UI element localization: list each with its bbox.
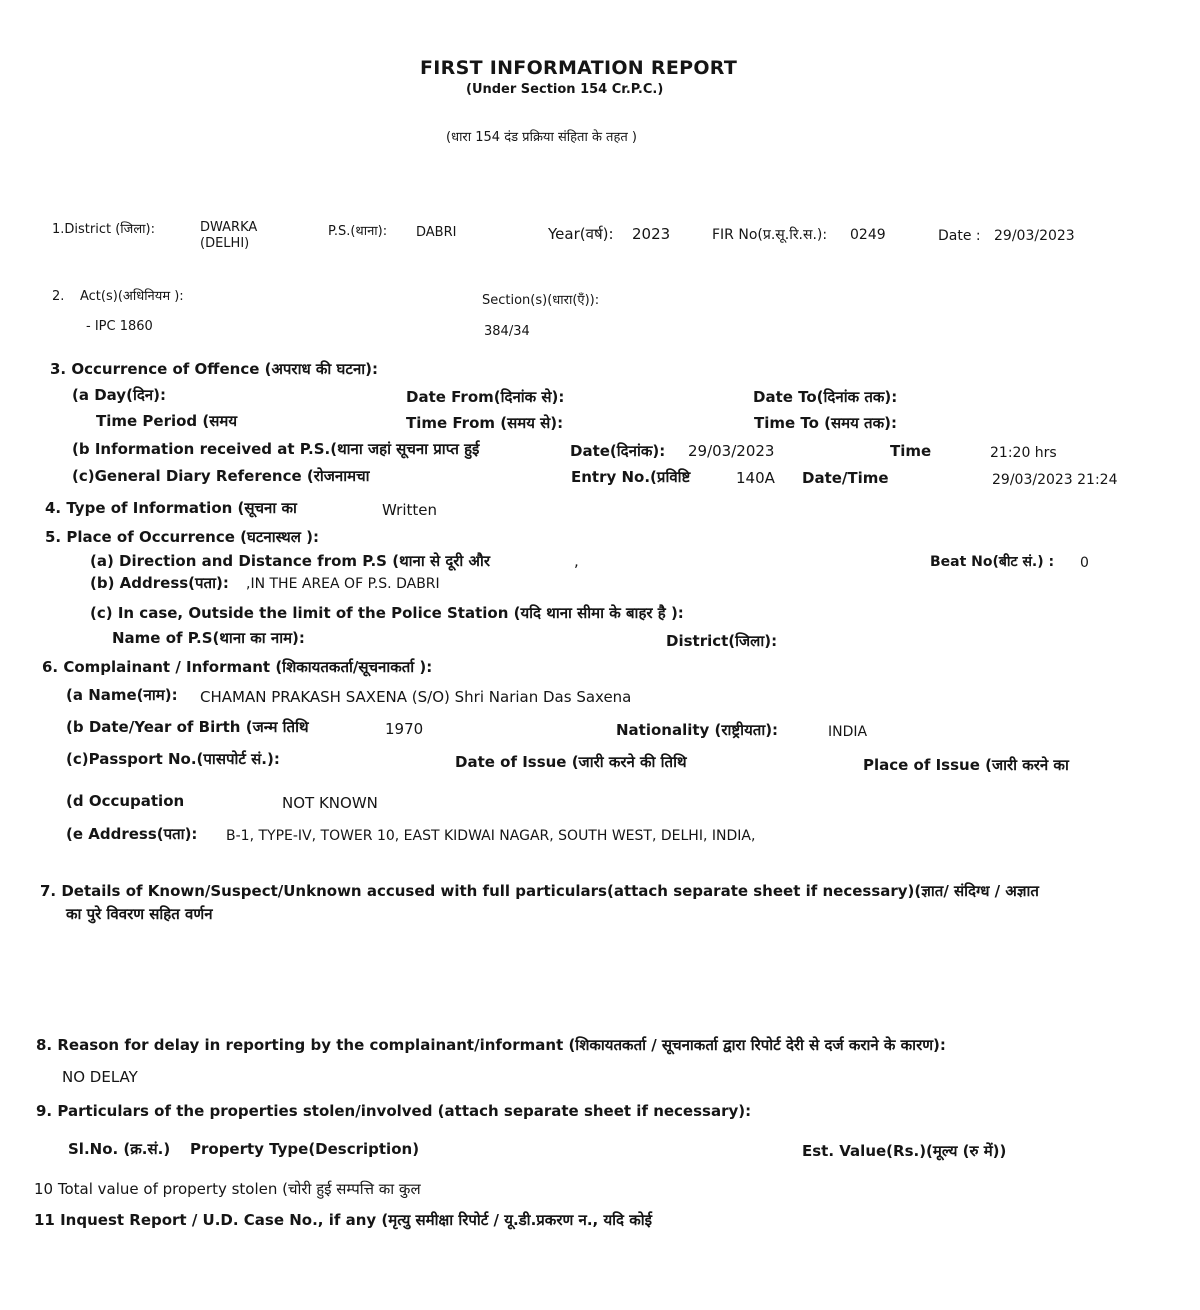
properties-col-type: Property Type(Description)	[190, 1140, 420, 1158]
info-type-value: Written	[382, 501, 437, 519]
delay-heading: 8. Reason for delay in reporting by the complainant/informant (शिकायतकर्ता / सूचनाकर्ता द्वारा रिपोर्ट देरी से दर्ज कराने के कारण):	[36, 1036, 946, 1054]
info-date-label: Date(दिनांक):	[570, 442, 666, 460]
year-value: 2023	[632, 225, 671, 243]
complainant-address-value: B-1, TYPE-IV, TOWER 10, EAST KIDWAI NAGAR, SOUTH WEST, DELHI, INDIA,	[226, 828, 756, 844]
gd-reference-label: (c)General Diary Reference (रोजनामचा	[72, 467, 370, 485]
nationality-value: INDIA	[828, 724, 868, 740]
place-heading: 5. Place of Occurrence (घटनास्थल ):	[45, 528, 319, 546]
datetime-label: Date/Time	[802, 469, 889, 487]
place-district-label: District(जिला):	[666, 632, 778, 650]
document-subtitle: (Under Section 154 Cr.P.C.)	[466, 82, 664, 97]
ps-name-label: Name of P.S(थाना का नाम):	[112, 629, 305, 647]
time-from-label: Time From (समय से):	[406, 414, 564, 432]
datetime-value: 29/03/2023 21:24	[992, 472, 1118, 488]
year-label: Year(वर्ष):	[548, 225, 614, 243]
time-period-label: Time Period (समय	[96, 412, 238, 430]
district-value-sub: (DELHI)	[200, 236, 250, 251]
outside-limit-label: (c) In case, Outside the limit of the Police Station (यदि थाना सीमा के बाहर है ):	[90, 604, 684, 622]
complainant-name-value: CHAMAN PRAKASH SAXENA (S/O) Shri Narian Das Saxena	[200, 688, 632, 706]
info-date-value: 29/03/2023	[688, 442, 775, 460]
complainant-address-label: (e Address(पता):	[66, 825, 198, 843]
delay-value: NO DELAY	[62, 1068, 138, 1086]
issue-date-label: Date of Issue (जारी करने की तिथि	[455, 753, 687, 771]
issue-place-label: Place of Issue (जारी करने का	[863, 756, 1069, 774]
acts-number: 2.	[52, 289, 65, 304]
direction-label: (a) Direction and Distance from P.S (थाना से दूरी और	[90, 552, 491, 570]
date-label: Date :	[938, 228, 981, 244]
district-value: DWARKA	[200, 220, 258, 235]
beat-no-label: Beat No(बीट सं.) :	[930, 554, 1055, 570]
ps-value: DABRI	[416, 225, 457, 240]
address-label: (b) Address(पता):	[90, 574, 229, 592]
date-from-label: Date From(दिनांक से):	[406, 388, 565, 406]
district-label: 1.District (जिला):	[52, 222, 155, 237]
nationality-label: Nationality (राष्ट्रीयता):	[616, 721, 779, 739]
info-type-label: 4. Type of Information (सूचना का	[45, 499, 297, 517]
fir-no-value: 0249	[850, 227, 886, 243]
passport-label: (c)Passport No.(पासपोर्ट सं.):	[66, 750, 280, 768]
document-title: FIRST INFORMATION REPORT	[420, 57, 738, 79]
time-to-label: Time To (समय तक):	[754, 414, 897, 432]
occupation-value: NOT KNOWN	[282, 794, 378, 812]
accused-heading: 7. Details of Known/Suspect/Unknown accused with full particulars(attach separate sheet if necessary)(ज्ञात/ संदिग्ध / अज्ञात	[40, 882, 1039, 900]
info-time-value: 21:20 hrs	[990, 445, 1057, 461]
accused-heading-cont: का पुरे विवरण सहित वर्णन	[66, 905, 213, 923]
day-label: (a Day(दिन):	[72, 386, 166, 404]
document-hindi-subtitle: (धारा 154 दंड प्रक्रिया संहिता के तहत )	[446, 130, 637, 145]
section-value: 384/34	[484, 324, 530, 339]
info-received-label: (b Information received at P.S.(थाना जहां सूचना प्राप्त हुई	[72, 440, 480, 458]
act-value: - IPC 1860	[86, 319, 153, 334]
dob-value: 1970	[385, 720, 424, 738]
ps-label: P.S.(थाना):	[328, 224, 388, 239]
properties-col-value: Est. Value(Rs.)(मूल्य (रु में))	[802, 1142, 1007, 1160]
date-value: 29/03/2023	[994, 228, 1075, 244]
address-value: ,IN THE AREA OF P.S. DABRI	[246, 576, 440, 592]
direction-value: ,	[574, 552, 579, 570]
entry-no-label: Entry No.(प्रविष्टि	[571, 468, 691, 486]
complainant-heading: 6. Complainant / Informant (शिकायतकर्ता/सूचनाकर्ता ):	[42, 658, 433, 676]
entry-no-value: 140A	[736, 469, 775, 487]
properties-heading: 9. Particulars of the properties stolen/involved (attach separate sheet if necessary):	[36, 1102, 752, 1120]
fir-no-label: FIR No(प्र.सू.रि.स.):	[712, 227, 828, 243]
acts-label: Act(s)(अधिनियम ):	[80, 289, 184, 304]
properties-col-slno: Sl.No. (क्र.सं.)	[68, 1140, 171, 1158]
beat-no-value: 0	[1080, 555, 1089, 571]
complainant-name-label: (a Name(नाम):	[66, 686, 178, 704]
total-value-label: 10 Total value of property stolen (चोरी हुई सम्पत्ति का कुल	[34, 1180, 421, 1198]
date-to-label: Date To(दिनांक तक):	[753, 388, 898, 406]
inquest-label: 11 Inquest Report / U.D. Case No., if any (मृत्यु समीक्षा रिपोर्ट / यू.डी.प्रकरण न., यदि कोई	[34, 1211, 653, 1229]
sections-label: Section(s)(धारा(एँ)):	[482, 293, 600, 308]
dob-label: (b Date/Year of Birth (जन्म तिथि	[66, 718, 309, 736]
occupation-label: (d Occupation	[66, 792, 185, 810]
info-time-label: Time	[890, 442, 932, 460]
occurrence-heading: 3. Occurrence of Offence (अपराध की घटना):	[50, 360, 379, 378]
